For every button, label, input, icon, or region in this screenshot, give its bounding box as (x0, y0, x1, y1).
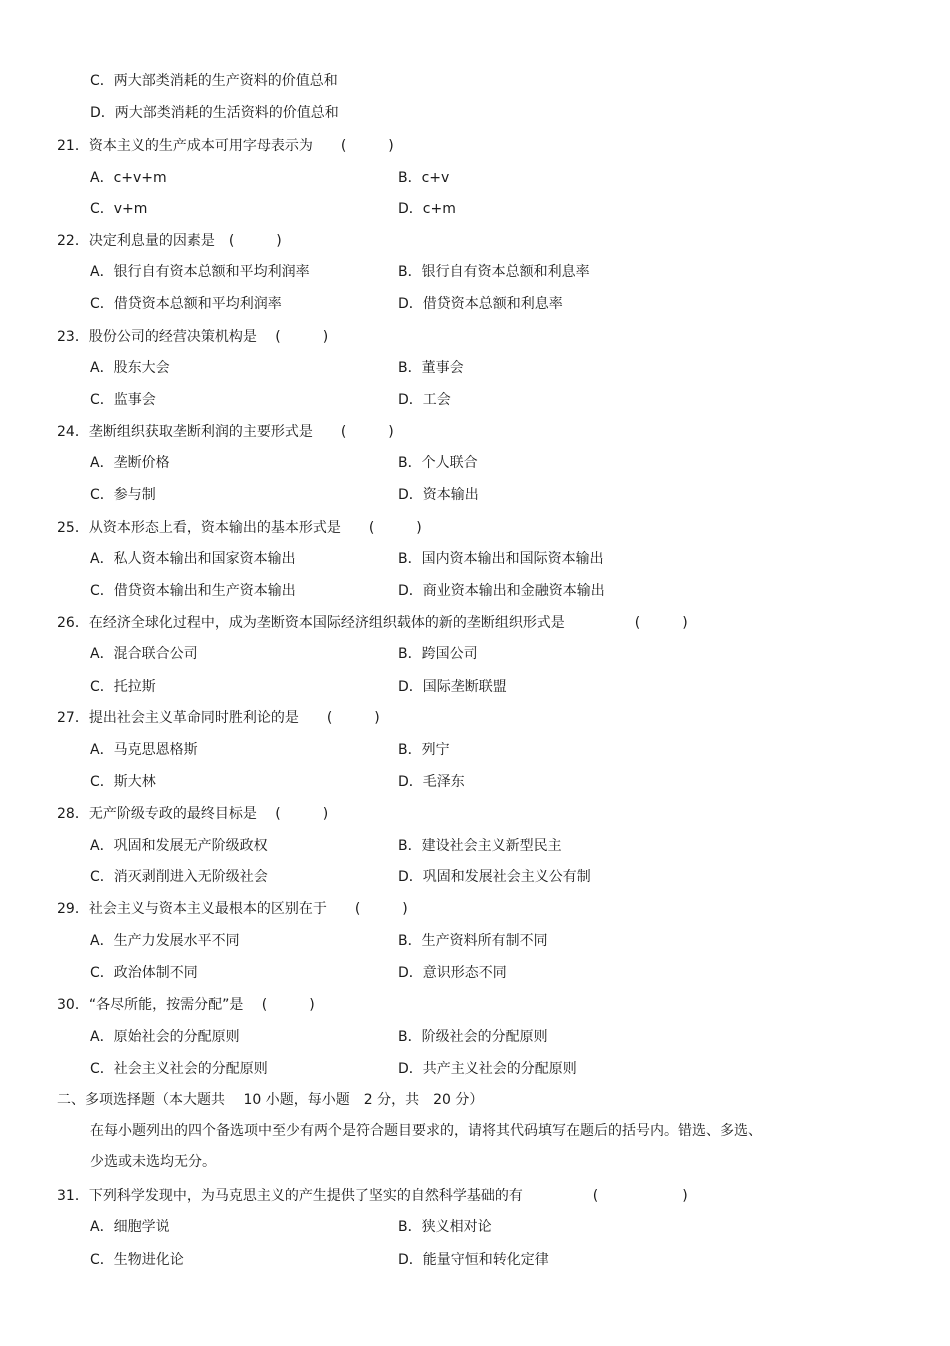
option-a: A．混合联合公司 (90, 646, 198, 662)
option-c: C．政治体制不同 (90, 965, 198, 981)
option-d: D．商业资本输出和金融资本输出 (398, 583, 605, 599)
option-b: B．列宁 (398, 742, 450, 758)
section-instruction: 在每小题列出的四个备选项中至少有两个是符合题目要求的，请将其代码填写在题后的括号内。错选、多选、 (90, 1123, 762, 1139)
option-c: C．斯大林 (90, 774, 156, 790)
option-a: A．银行自有资本总额和平均利润率 (90, 264, 310, 280)
option-d: D．工会 (398, 392, 451, 408)
section-heading: 二、多项选择题（本大题共 10 小题，每小题 2 分，共 20 分） (57, 1092, 484, 1108)
question-stem: 21．资本主义的生产成本可用字母表示为 ( ) (57, 138, 394, 154)
option-d: D．国际垄断联盟 (398, 679, 507, 695)
option-d: D．巩固和发展社会主义公有制 (398, 869, 591, 885)
option-b: B．个人联合 (398, 455, 478, 471)
option-b: B．生产资料所有制不同 (398, 933, 548, 949)
question-stem: 27．提出社会主义革命同时胜利论的是 ( ) (57, 710, 380, 726)
option-c: C．托拉斯 (90, 679, 156, 695)
option-c: C．参与制 (90, 487, 156, 503)
option-c: C．社会主义社会的分配原则 (90, 1061, 268, 1077)
option-a: A．细胞学说 (90, 1219, 170, 1235)
question-stem: 30．“各尽所能，按需分配”是 ( ) (57, 997, 315, 1013)
option-d: D．资本输出 (398, 487, 479, 503)
option-d: D．两大部类消耗的生活资料的价值总和 (90, 105, 339, 121)
question-stem: 24．垄断组织获取垄断利润的主要形式是 ( ) (57, 424, 394, 440)
option-d: D．共产主义社会的分配原则 (398, 1061, 577, 1077)
option-b: B．银行自有资本总额和利息率 (398, 264, 590, 280)
option-a: A．马克思恩格斯 (90, 742, 198, 758)
option-c: C．两大部类消耗的生产资料的价值总和 (90, 73, 338, 89)
question-stem: 29．社会主义与资本主义最根本的区别在于 ( ) (57, 901, 408, 917)
option-b: B．跨国公司 (398, 646, 478, 662)
question-stem: 28．无产阶级专政的最终目标是 ( ) (57, 806, 329, 822)
question-stem: 26．在经济全球化过程中，成为垄断资本国际经济组织载体的新的垄断组织形式是 ( ) (57, 615, 688, 631)
option-b: B．国内资本输出和国际资本输出 (398, 551, 604, 567)
option-c: C．v+m (90, 201, 148, 217)
option-a: A．生产力发展水平不同 (90, 933, 240, 949)
option-c: C．监事会 (90, 392, 156, 408)
option-c: C．消灭剥削进入无阶级社会 (90, 869, 268, 885)
option-b: B．c+v (398, 170, 450, 186)
question-stem: 23．股份公司的经营决策机构是 ( ) (57, 329, 329, 345)
option-a: A．巩固和发展无产阶级政权 (90, 838, 268, 854)
section-instruction-cont: 少选或未选均无分。 (90, 1154, 216, 1170)
option-d: D．意识形态不同 (398, 965, 507, 981)
question-stem: 22．决定利息量的因素是 ( ) (57, 233, 282, 249)
option-a: A．私人资本输出和国家资本输出 (90, 551, 296, 567)
question-stem: 25．从资本形态上看，资本输出的基本形式是 ( ) (57, 520, 422, 536)
option-a: A．股东大会 (90, 360, 170, 376)
option-d: D．c+m (398, 201, 456, 217)
question-stem: 31．下列科学发现中，为马克思主义的产生提供了坚实的自然科学基础的有 ( ) (57, 1188, 688, 1204)
option-a: A．垄断价格 (90, 455, 170, 471)
option-c: C．借贷资本输出和生产资本输出 (90, 583, 296, 599)
option-d: D．借贷资本总额和利息率 (398, 296, 563, 312)
option-b: B．阶级社会的分配原则 (398, 1029, 548, 1045)
option-b: B．建设社会主义新型民主 (398, 838, 562, 854)
option-b: B．狭义相对论 (398, 1219, 492, 1235)
option-a: A．原始社会的分配原则 (90, 1029, 240, 1045)
option-d: D．能量守恒和转化定律 (398, 1252, 549, 1268)
option-d: D．毛泽东 (398, 774, 465, 790)
option-c: C．生物进化论 (90, 1252, 184, 1268)
option-a: A．c+v+m (90, 170, 167, 186)
option-b: B．董事会 (398, 360, 464, 376)
option-c: C．借贷资本总额和平均利润率 (90, 296, 282, 312)
